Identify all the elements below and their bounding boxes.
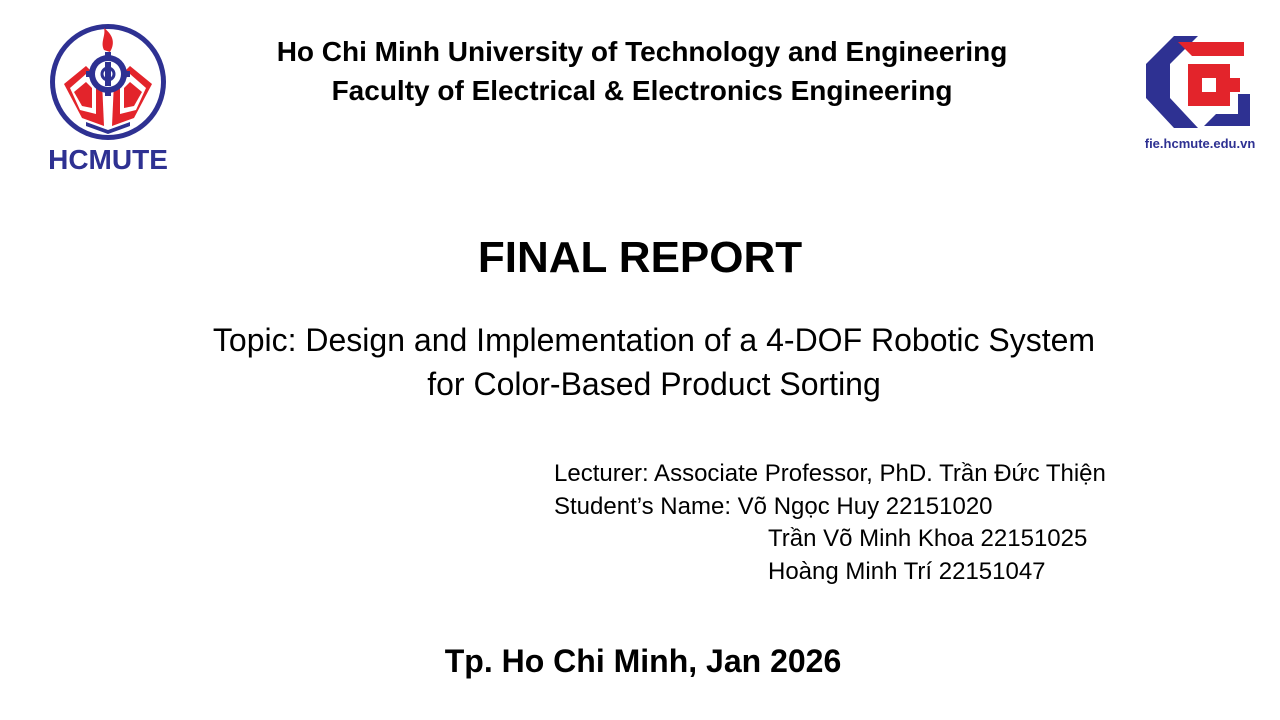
hcmute-logo-text: HCMUTE: [48, 144, 168, 175]
student-line-1: [554, 491, 1254, 524]
report-info: [554, 458, 1254, 588]
topic-line-1: Topic: Design and Implementation of a 4-DOF Robotic System: [212, 322, 1096, 358]
report-place-date: Tp. Ho Chi Minh, Jan 2026: [444, 643, 842, 679]
student-name: Võ Ngọc Huy 22151020: [737, 492, 993, 520]
fie-website-url: fie.hcmute.edu.vn: [1144, 136, 1256, 151]
faculty-name: Faculty of Electrical & Electronics Engineering: [331, 75, 953, 106]
university-name: Ho Chi Minh University of Technology and Engineering: [276, 36, 1008, 67]
student-line-2: [554, 523, 1254, 556]
topic-line-2: for Color-Based Product Sorting: [427, 366, 881, 402]
fie-logo: [1130, 34, 1270, 158]
lecturer-line: Lecturer: Associate Professor, PhD. Trần Đức Thiện: [554, 460, 1106, 487]
hcmute-logo: [46, 22, 170, 178]
student-name: Trần Võ Minh Khoa 22151025: [768, 525, 1088, 552]
students-label: Student’s Name:: [554, 492, 731, 520]
report-header: [190, 32, 1094, 110]
hcmute-emblem-icon: [46, 22, 170, 144]
fie-logo-icon: [1144, 34, 1254, 130]
student-name: Hoàng Minh Trí 22151047: [768, 557, 1046, 585]
report-topic: [100, 318, 1208, 406]
report-title: FINAL REPORT: [477, 233, 803, 282]
student-line-3: [554, 556, 1254, 589]
